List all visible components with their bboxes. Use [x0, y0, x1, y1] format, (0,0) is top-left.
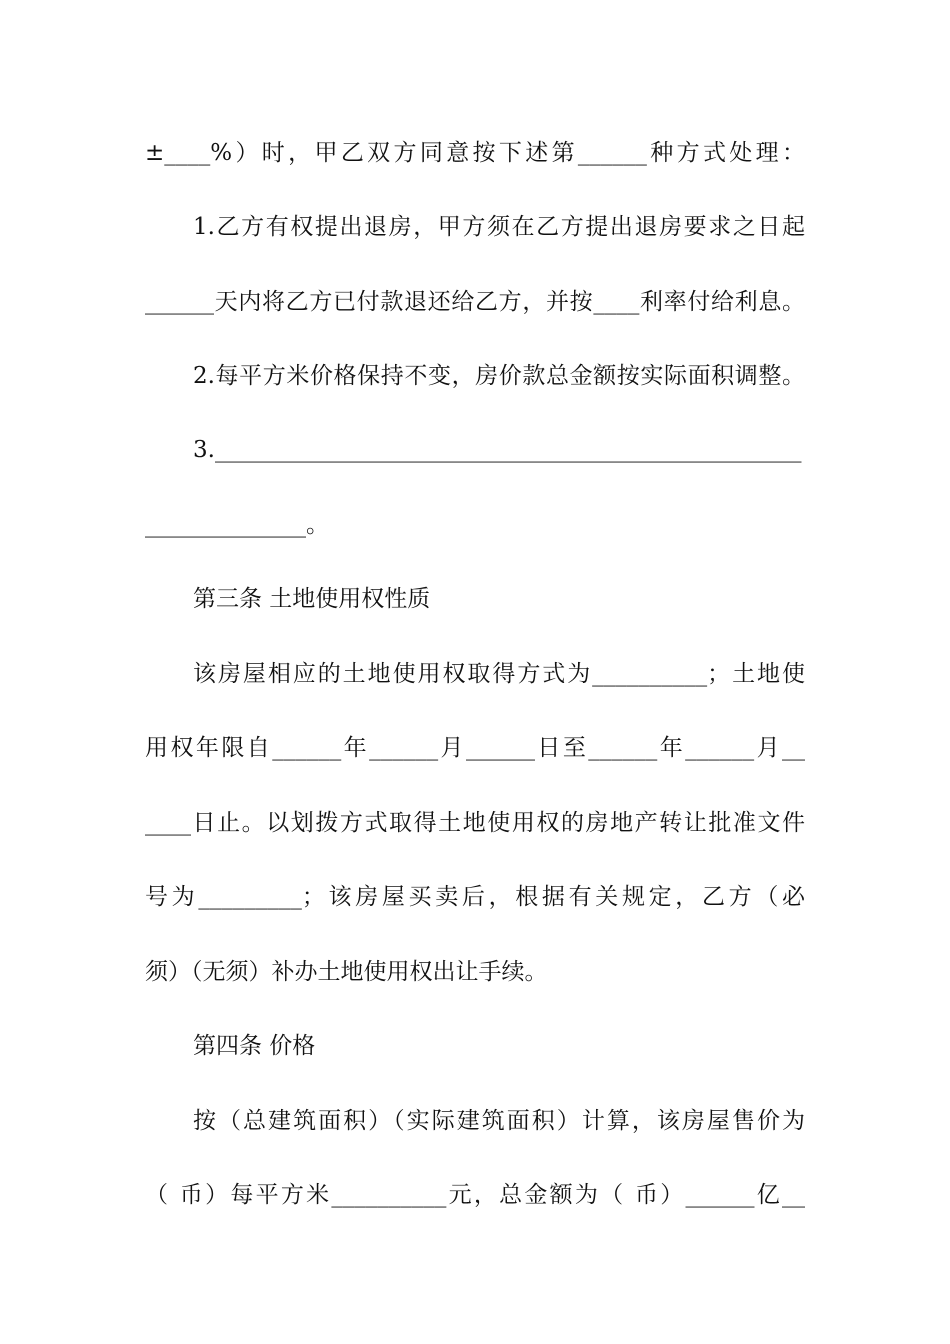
- price-line-2: （ 币）每平方米__________元，总金额为（ 币）______亿__: [145, 1182, 805, 1208]
- option-1-continuation: ______天内将乙方已付款退还给乙方，并按____利率付给利息。: [145, 289, 805, 315]
- land-use-line-3: ____日止。以划拨方式取得土地使用权的房地产转让批准文件: [145, 810, 805, 836]
- price-line-1: 按（总建筑面积）（实际建筑面积）计算，该房屋售价为: [193, 1108, 805, 1134]
- land-use-line-1: 该房屋相应的土地使用权取得方式为__________；土地使: [193, 661, 805, 687]
- land-use-line-2: 用权年限自______年______月______日至______年______月__: [145, 735, 805, 761]
- option-2-line: 2.每平方米价格保持不变，房价款总金额按实际面积调整。: [193, 363, 805, 389]
- land-use-line-5: 须）（无须）补办土地使用权出让手续。: [145, 959, 548, 985]
- option-1-line: 1.乙方有权提出退房，甲方须在乙方提出退房要求之日起: [193, 214, 805, 240]
- clause-line-1: ±____%）时，甲乙双方同意按下述第______种方式处理：: [145, 140, 805, 166]
- option-3-line: 3.___________________________________________________: [193, 437, 802, 463]
- option-3-continuation: ______________。: [145, 512, 329, 538]
- article-4-heading: 第四条 价格: [193, 1033, 316, 1059]
- article-3-heading: 第三条 土地使用权性质: [193, 586, 431, 612]
- land-use-line-4: 号为_________；该房屋买卖后，根据有关规定，乙方（必: [145, 884, 805, 910]
